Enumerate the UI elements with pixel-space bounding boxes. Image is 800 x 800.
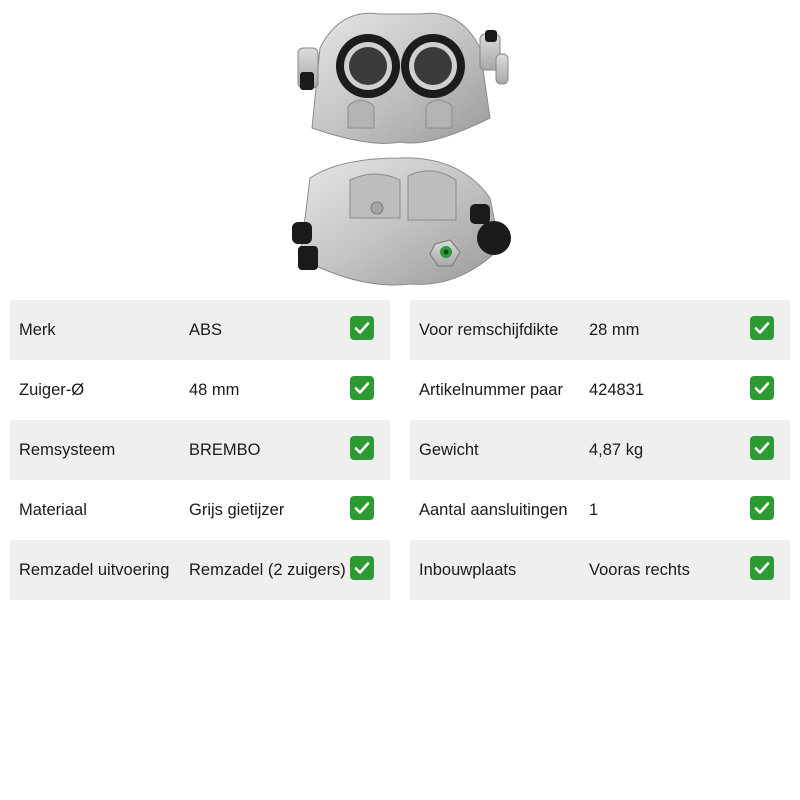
spec-label: Remsysteem [19, 440, 116, 459]
spec-value: Grijs gietijzer [189, 500, 285, 519]
caliper-top [298, 13, 508, 143]
spec-row-aansluitingen [410, 480, 790, 540]
spec-label: Remzadel uitvoering [19, 560, 170, 579]
checkmark-icon [350, 436, 374, 460]
checkmark-icon [750, 496, 774, 520]
spec-value: 48 mm [189, 380, 240, 399]
spec-row-gewicht [410, 420, 790, 480]
checkmark-icon [750, 316, 774, 340]
spec-value: 424831 [589, 380, 645, 399]
spec-table-right [410, 300, 790, 600]
spec-row-merk [10, 300, 390, 360]
spec-label: Gewicht [419, 440, 479, 459]
checkmark-icon [350, 556, 374, 580]
spec-label: Materiaal [19, 500, 87, 519]
checkmark-icon [750, 376, 774, 400]
checkmark-icon [350, 496, 374, 520]
spec-value: ABS [189, 320, 223, 339]
spec-value: 1 [589, 500, 599, 519]
brake-caliper-image [280, 8, 520, 292]
spec-row-remschijfdikte [410, 300, 790, 360]
checkmark-icon [750, 436, 774, 460]
checkmark-icon [350, 376, 374, 400]
spec-label: Zuiger-Ø [19, 380, 85, 399]
spec-row-zuiger [10, 360, 390, 420]
spec-value: Remzadel (2 zuigers) [189, 560, 346, 579]
spec-table-left [10, 300, 390, 600]
spec-value: 28 mm [589, 320, 640, 339]
checkmark-icon [350, 316, 374, 340]
spec-label: Artikelnummer paar [419, 380, 563, 399]
spec-label: Voor remschijfdikte [419, 320, 559, 339]
spec-row-materiaal [10, 480, 390, 540]
spec-row-uitvoering [10, 540, 390, 600]
caliper-bottom [292, 158, 511, 285]
spec-row-remsysteem [10, 420, 390, 480]
spec-value: BREMBO [189, 440, 261, 459]
spec-label: Merk [19, 320, 56, 339]
spec-row-artikelnummer [410, 360, 790, 420]
spec-value: 4,87 kg [589, 440, 644, 459]
spec-label: Aantal aansluitingen [419, 500, 568, 519]
spec-label: Inbouwplaats [419, 560, 517, 579]
spec-row-inbouwplaats [410, 540, 790, 600]
spec-value: Vooras rechts [589, 560, 690, 579]
checkmark-icon [750, 556, 774, 580]
